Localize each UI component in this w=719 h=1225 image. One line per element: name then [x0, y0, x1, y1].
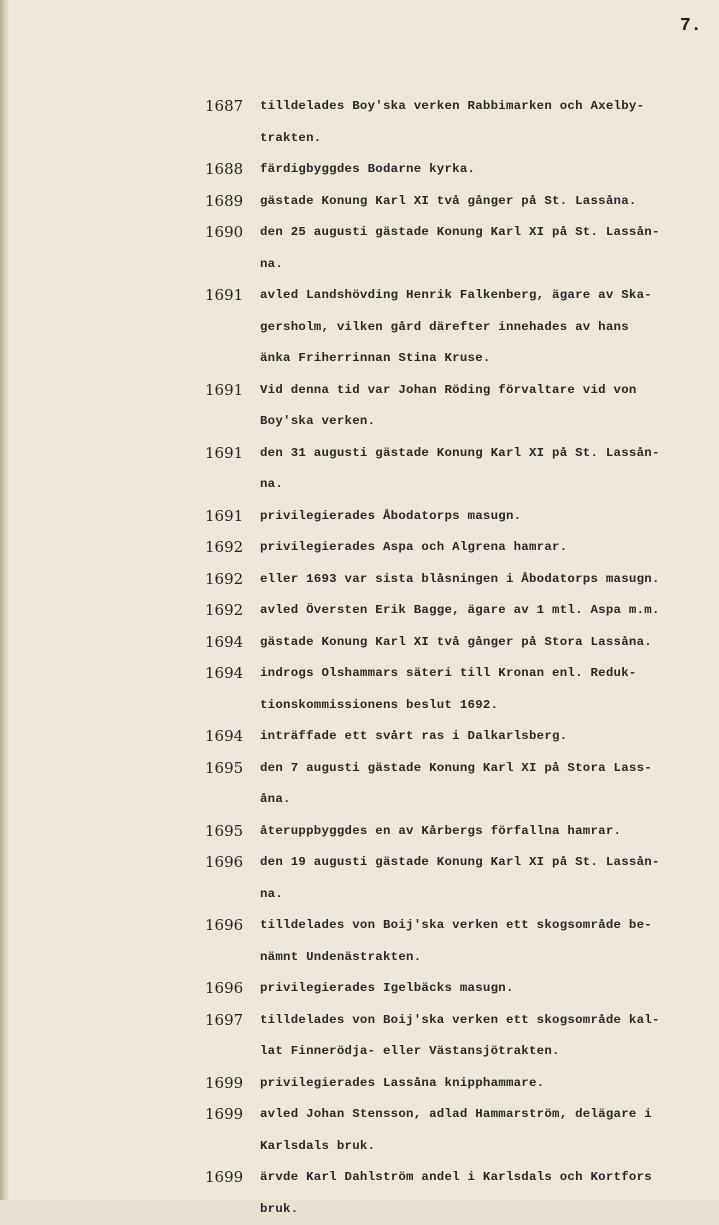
entry-year: 1697: [205, 1005, 260, 1037]
entry-text-line: tilldelades Boy'ska verken Rabbimarken och Axelby-: [260, 91, 710, 123]
chronology-entry: [205, 753, 710, 816]
chronology-entry: [205, 501, 710, 533]
chronology-entry: [205, 438, 710, 501]
entry-year: 1699: [205, 1162, 260, 1194]
chronology-entry: [205, 532, 710, 564]
entry-year: 1696: [205, 973, 260, 1005]
entry-text: [260, 753, 710, 816]
entry-year: 1691: [205, 438, 260, 470]
entry-text: [260, 1068, 710, 1100]
entry-text: [260, 186, 710, 218]
entry-text: [260, 973, 710, 1005]
entry-text-line: trakten.: [260, 123, 710, 155]
entry-text-line: privilegierades Igelbäcks masugn.: [260, 973, 710, 1005]
chronology-entry: [205, 1162, 710, 1225]
entry-text: [260, 595, 710, 627]
entry-text: [260, 627, 710, 659]
entry-text-line: avled Översten Erik Bagge, ägare av 1 mtl. Aspa m.m.: [260, 595, 710, 627]
entry-text: [260, 1099, 710, 1162]
entry-year: 1691: [205, 501, 260, 533]
entry-year: 1692: [205, 532, 260, 564]
entry-year: 1692: [205, 595, 260, 627]
entry-year: 1696: [205, 847, 260, 879]
chronology-entry: [205, 375, 710, 438]
entry-text-line: gästade Konung Karl XI två gånger på Stora Lassåna.: [260, 627, 710, 659]
entry-text: [260, 910, 710, 973]
entry-text-line: na.: [260, 879, 710, 911]
chronology-entry: [205, 847, 710, 910]
entry-year: 1695: [205, 816, 260, 848]
chronology-entry: [205, 721, 710, 753]
entry-year: 1688: [205, 154, 260, 186]
page-number: 7.: [680, 16, 702, 36]
entry-text: [260, 217, 710, 280]
entry-text: [260, 847, 710, 910]
entry-text-line: den 19 augusti gästade Konung Karl XI på St. Lassån-: [260, 847, 710, 879]
entry-text-line: återuppbyggdes en av Kårbergs förfallna hamrar.: [260, 816, 710, 848]
entry-text-line: privilegierades Åbodatorps masugn.: [260, 501, 710, 533]
entry-text-line: na.: [260, 469, 710, 501]
entry-text-line: änka Friherrinnan Stina Kruse.: [260, 343, 710, 375]
chronology-entry: [205, 154, 710, 186]
entry-text-line: lat Finnerödja- eller Västansjötrakten.: [260, 1036, 710, 1068]
entry-text-line: nämnt Undenästrakten.: [260, 942, 710, 974]
entry-text-line: eller 1693 var sista blåsningen i Åbodatorps masugn.: [260, 564, 710, 596]
entry-text-line: Boy'ska verken.: [260, 406, 710, 438]
entry-year: 1692: [205, 564, 260, 596]
entry-text-line: Karlsdals bruk.: [260, 1131, 710, 1163]
entry-text-line: den 31 augusti gästade Konung Karl XI på St. Lassån-: [260, 438, 710, 470]
entry-text: [260, 280, 710, 375]
entry-year: 1689: [205, 186, 260, 218]
page-left-edge: [0, 0, 9, 1200]
chronology-entry: [205, 280, 710, 375]
entry-text-line: den 25 augusti gästade Konung Karl XI på St. Lassån-: [260, 217, 710, 249]
entry-year: 1694: [205, 658, 260, 690]
entry-year: 1690: [205, 217, 260, 249]
entry-text-line: gästade Konung Karl XI två gånger på St. Lassåna.: [260, 186, 710, 218]
chronology-entry: [205, 1005, 710, 1068]
entry-year: 1687: [205, 91, 260, 123]
entry-text: [260, 501, 710, 533]
entry-text-line: bruk.: [260, 1194, 710, 1225]
chronology-entry: [205, 1099, 710, 1162]
entry-year: 1694: [205, 721, 260, 753]
entry-text-line: färdigbyggdes Bodarne kyrka.: [260, 154, 710, 186]
chronology-entry: [205, 973, 710, 1005]
entry-year: 1691: [205, 375, 260, 407]
entry-year: 1691: [205, 280, 260, 312]
entry-year: 1696: [205, 910, 260, 942]
entry-text-line: indrogs Olshammars säteri till Kronan enl. Reduk-: [260, 658, 710, 690]
entry-year: 1695: [205, 753, 260, 785]
entry-year: 1694: [205, 627, 260, 659]
chronology-entry: [205, 595, 710, 627]
chronology-entry: [205, 816, 710, 848]
entry-text: [260, 154, 710, 186]
entry-text-line: åna.: [260, 784, 710, 816]
entry-text: [260, 438, 710, 501]
entry-text: [260, 816, 710, 848]
entry-text: [260, 375, 710, 438]
entry-year: 1699: [205, 1099, 260, 1131]
entry-text-line: tilldelades von Boij'ska verken ett skogsområde kal-: [260, 1005, 710, 1037]
entry-text-line: privilegierades Aspa och Algrena hamrar.: [260, 532, 710, 564]
entry-text-line: avled Landshövding Henrik Falkenberg, ägare av Ska-: [260, 280, 710, 312]
chronology-list: [205, 91, 710, 1225]
entry-text: [260, 91, 710, 154]
entry-text-line: gersholm, vilken gård därefter innehades av hans: [260, 312, 710, 344]
entry-text-line: privilegierades Lassåna knipphammare.: [260, 1068, 710, 1100]
entry-text-line: Vid denna tid var Johan Röding förvaltare vid von: [260, 375, 710, 407]
entry-text-line: ärvde Karl Dahlström andel i Karlsdals och Kortfors: [260, 1162, 710, 1194]
entry-text: [260, 532, 710, 564]
chronology-entry: [205, 91, 710, 154]
entry-text: [260, 721, 710, 753]
entry-text-line: avled Johan Stensson, adlad Hammarström, delägare i: [260, 1099, 710, 1131]
chronology-entry: [205, 658, 710, 721]
entry-text-line: tionskommissionens beslut 1692.: [260, 690, 710, 722]
entry-text-line: den 7 augusti gästade Konung Karl XI på Stora Lass-: [260, 753, 710, 785]
entry-text: [260, 1162, 710, 1225]
chronology-entry: [205, 910, 710, 973]
chronology-entry: [205, 564, 710, 596]
chronology-entry: [205, 1068, 710, 1100]
entry-text: [260, 658, 710, 721]
entry-text: [260, 564, 710, 596]
entry-text-line: tilldelades von Boij'ska verken ett skogsområde be-: [260, 910, 710, 942]
entry-year: 1699: [205, 1068, 260, 1100]
chronology-entry: [205, 186, 710, 218]
entry-text: [260, 1005, 710, 1068]
entry-text-line: inträffade ett svårt ras i Dalkarlsberg.: [260, 721, 710, 753]
entry-text-line: na.: [260, 249, 710, 281]
chronology-entry: [205, 627, 710, 659]
chronology-entry: [205, 217, 710, 280]
